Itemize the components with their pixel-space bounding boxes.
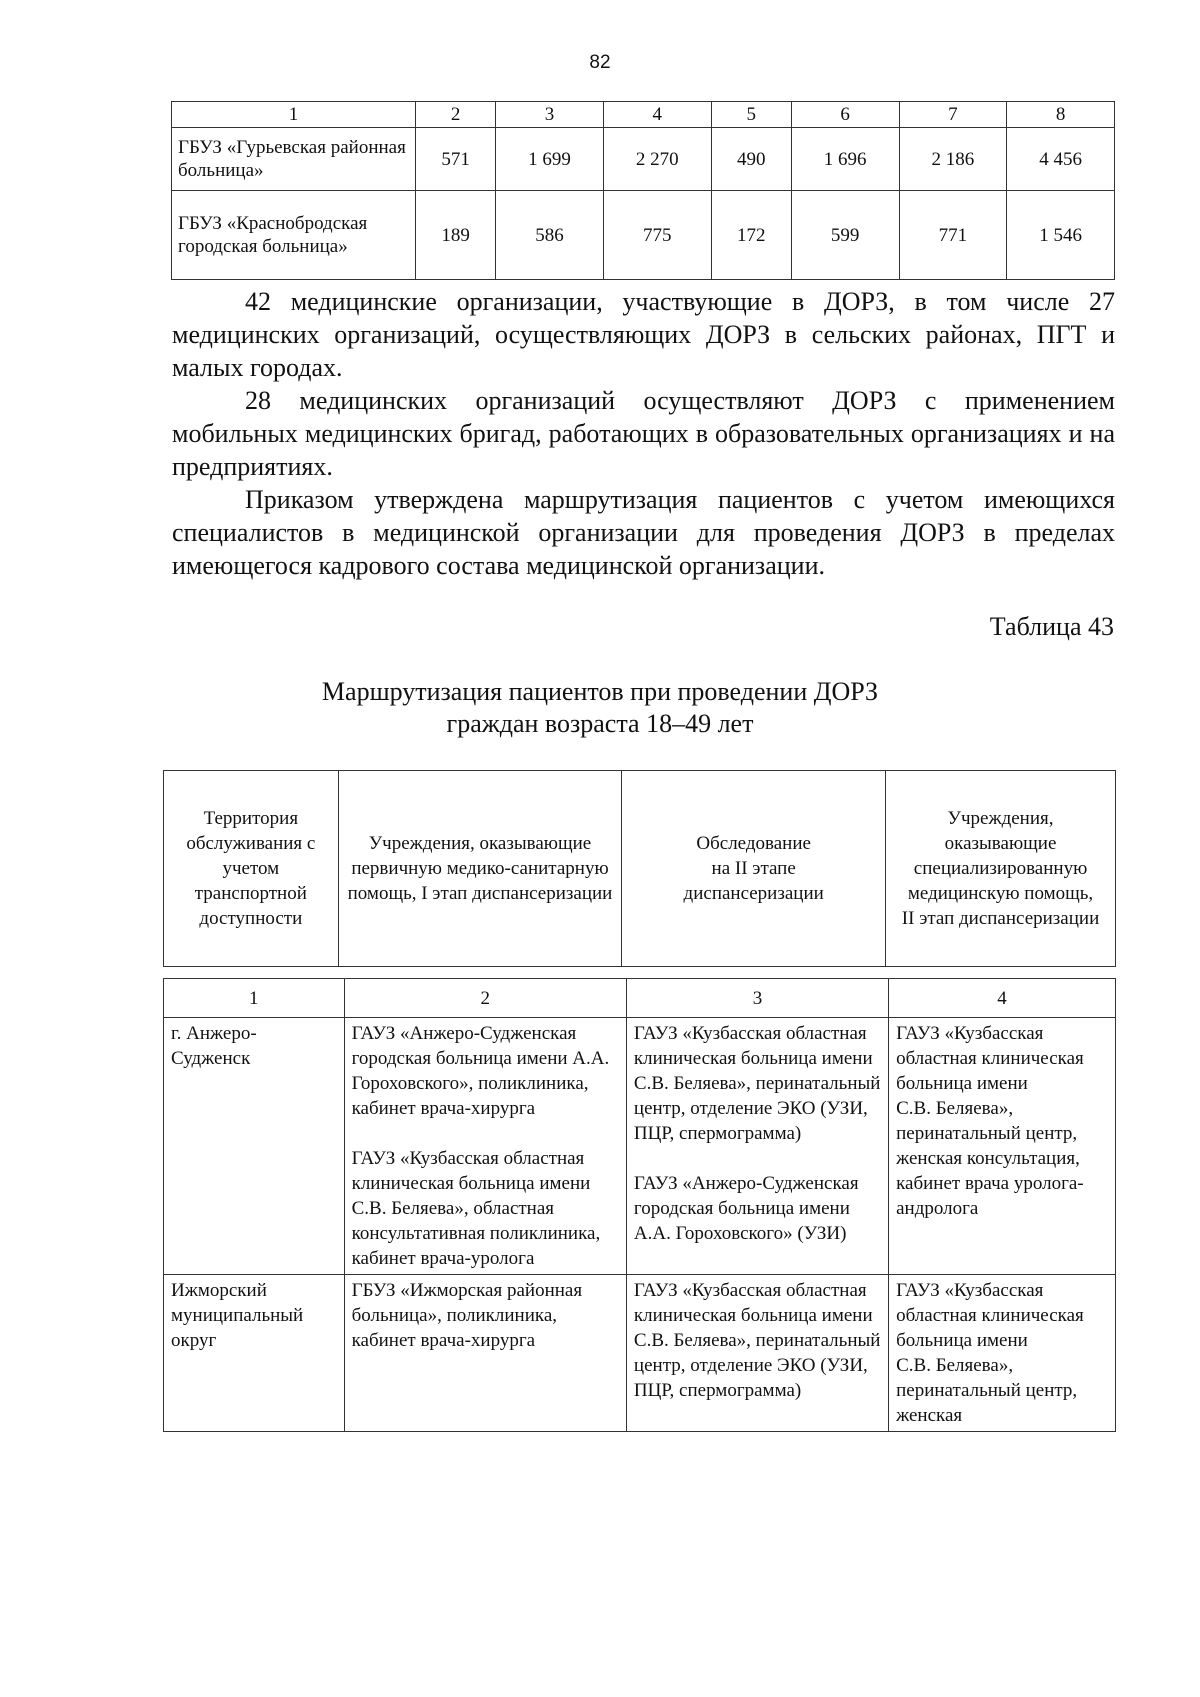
examination-cell: ГАУЗ «Кузбасская областная клиническая больница имени С.В. Беляева», перинатальный центр, отделение ЭКО (УЗИ, ПЦР, спермограмма) xyxy=(626,1275,888,1432)
column-number: 1 xyxy=(172,102,416,128)
table-row xyxy=(172,128,1115,191)
body-paragraph: 42 медицинские организации, участвующие в ДОРЗ, в том числе 27 медицинских организаций, осуществляющих ДОРЗ в сельских районах, ПГТ и малых городах. xyxy=(172,287,1115,382)
table-cell: 172 xyxy=(711,191,791,280)
column-number: 2 xyxy=(416,102,496,128)
table-cell: 599 xyxy=(791,191,899,280)
table-row xyxy=(164,1275,1116,1432)
table-row xyxy=(164,1018,1116,1275)
column-number: 1 xyxy=(164,979,345,1018)
primary-care-cell: ГАУЗ «Анжеро-Судженская городская больница имени А.А. Гороховского», поликлиника, кабинет врача-хирурга ГАУЗ «Кузбасская областная клиническая больница имени С.В. Беляева», областная консультативная поликлиника, кабинет врача-уролога xyxy=(344,1018,626,1275)
table-cell: 189 xyxy=(416,191,496,280)
territory-cell: Ижморский муниципальный округ xyxy=(164,1275,345,1432)
column-number: 6 xyxy=(791,102,899,128)
column-number: 8 xyxy=(1007,102,1115,128)
column-number: 7 xyxy=(899,102,1007,128)
specialized-care-cell: ГАУЗ «Кузбасская областная клиническая больница имени С.В. Беляева», перинатальный центр, женская консультация, кабинет врача уролога-андролога xyxy=(889,1018,1116,1275)
column-number: 2 xyxy=(344,979,626,1018)
table-title-line: Маршрутизация пациентов при проведении ДОРЗ xyxy=(321,677,879,706)
routing-table xyxy=(163,978,1116,1432)
header-specialized-care: Учреждения, оказывающие специализированную медицинскую помощь, II этап диспансеризации xyxy=(886,771,1116,967)
table-cell: 775 xyxy=(603,191,711,280)
column-numbers-row xyxy=(164,979,1116,1018)
header-examination: Обследование на II этапе диспансеризации xyxy=(622,771,886,967)
primary-care-cell: ГБУЗ «Ижморская районная больница», поликлиника, кабинет врача-хирурга xyxy=(344,1275,626,1432)
table-cell: 1 696 xyxy=(791,128,899,191)
table-cell: 1 699 xyxy=(496,128,604,191)
body-paragraph: Приказом утверждена маршрутизация пациентов с учетом имеющихся специалистов в медицинской организации для проведения ДОРЗ в пределах имеющегося кадрового состава медицинской организации. xyxy=(172,485,1115,580)
page-number: 82 xyxy=(589,52,611,73)
table-cell: 2 186 xyxy=(899,128,1007,191)
statistics-table xyxy=(171,101,1115,280)
routing-table-header xyxy=(163,770,1116,967)
table-cell: 490 xyxy=(711,128,791,191)
table-row xyxy=(172,191,1115,280)
column-number: 4 xyxy=(603,102,711,128)
header-primary-care: Учреждения, оказывающие первичную медико-санитарную помощь, I этап диспансеризации xyxy=(338,771,622,967)
column-number: 3 xyxy=(626,979,888,1018)
column-number: 3 xyxy=(496,102,604,128)
specialized-care-cell: ГАУЗ «Кузбасская областная клиническая больница имени С.В. Беляева», перинатальный центр, женская xyxy=(889,1275,1116,1432)
table-header-row xyxy=(164,771,1116,967)
organization-name: ГБУЗ «Краснобродская городская больница» xyxy=(172,191,416,280)
table-cell: 586 xyxy=(496,191,604,280)
column-number: 4 xyxy=(889,979,1116,1018)
table-cell: 2 270 xyxy=(603,128,711,191)
table-cell: 1 546 xyxy=(1007,191,1115,280)
table-header-row xyxy=(172,102,1115,128)
table-title xyxy=(0,676,1200,740)
organization-name: ГБУЗ «Гурьевская районная больница» xyxy=(172,128,416,191)
table-cell: 571 xyxy=(416,128,496,191)
column-number: 5 xyxy=(711,102,791,128)
table-title-line: граждан возраста 18–49 лет xyxy=(446,709,754,738)
header-territory: Территория обслуживания с учетом транспортной доступности xyxy=(164,771,339,967)
table-label: Таблица 43 xyxy=(989,612,1114,641)
examination-cell: ГАУЗ «Кузбасская областная клиническая больница имени С.В. Беляева», перинатальный центр, отделение ЭКО (УЗИ, ПЦР, спермограмма) ГАУЗ «Анжеро-Судженская городская больница имени А.А. Гороховского» (УЗИ) xyxy=(626,1018,888,1275)
body-paragraph: 28 медицинских организаций осуществляют ДОРЗ с применением мобильных медицинских бригад, работающих в образовательных организациях и на предприятиях. xyxy=(172,386,1115,481)
territory-cell: г. Анжеро- Судженск xyxy=(164,1018,345,1275)
table-cell: 771 xyxy=(899,191,1007,280)
table-cell: 4 456 xyxy=(1007,128,1115,191)
